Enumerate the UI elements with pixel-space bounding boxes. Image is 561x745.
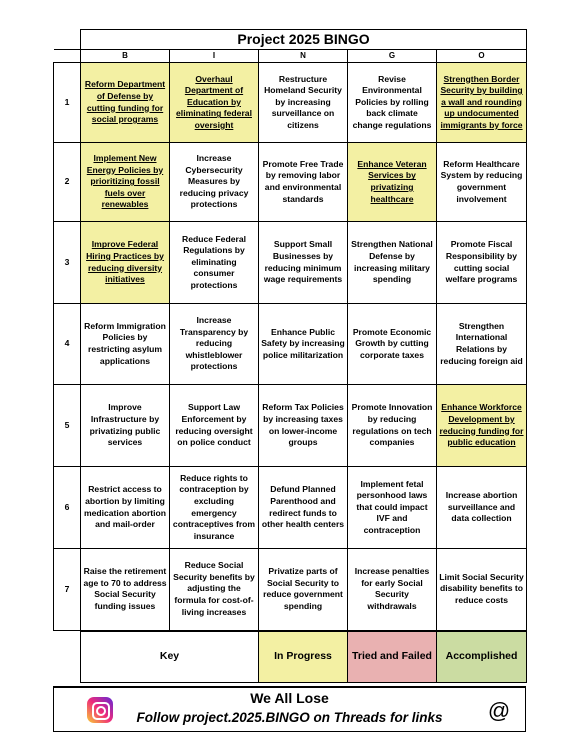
key-tried-and-failed: Tried and Failed [348,631,437,683]
threads-icon[interactable]: @ [487,698,511,723]
bingo-cell [81,304,170,385]
bingo-cell-text: Increase penalties for early Social Security withdrawals [354,566,430,611]
bingo-cell-text: Promote Fiscal Responsibility by cutting social welfare programs [445,239,518,285]
bingo-cell-text: Reform Department of Defense by cutting funding for social programs [84,79,166,125]
bingo-cell-text: Promote Economic Growth by cutting corporate taxes [352,326,432,360]
bingo-cell-text: Support Law Enforcement by reducing oversight on police conduct [175,402,253,448]
bingo-cell-text: Enhance Veteran Services by privatizing healthcare [357,158,427,204]
bingo-cell [170,549,259,631]
bingo-cell [81,467,170,549]
bingo-cell [81,143,170,222]
bingo-cell [81,549,170,631]
bingo-cell-text: Increase abortion surveillance and data collection [445,490,518,524]
bingo-title: Project 2025 BINGO [81,30,527,50]
bingo-cell [259,467,348,549]
bingo-cell [348,385,437,467]
row-label: 4 [54,304,81,385]
bingo-cell-text: Improve Federal Hiring Practices by reducing diversity initiatives [86,239,164,285]
key-accomplished: Accomplished [437,631,527,683]
bingo-cell-text: Privatize parts of Social Security to reduce government spending [263,566,343,611]
bingo-cell-text: Increase Transparency by reducing whistleblower protections [179,315,249,372]
row-label: 2 [54,143,81,222]
bingo-cell [437,549,527,631]
key-in-progress: In Progress [259,631,348,683]
header-corner [54,50,81,63]
bingo-cell-text: Enhance Public Safety by increasing police militarization [261,326,345,360]
bingo-row [54,549,527,631]
bingo-row [54,467,527,549]
bingo-cell-text: Strengthen National Defense by increasing military spending [351,239,433,285]
bingo-cell-text: Reduce rights to contraception by excluding emergency contraceptives from insurance [172,472,256,541]
column-header-o: O [437,50,527,63]
bingo-cell [81,222,170,304]
bingo-cell [259,385,348,467]
bingo-row [54,385,527,467]
bingo-cell [348,143,437,222]
column-header-g: G [348,50,437,63]
bingo-cell-text: Restrict access to abortion by limiting medication abortion and mail-order [83,484,167,530]
bingo-cell-text: Reform Immigration Policies by restricting asylum applications [84,320,166,366]
bingo-cell [437,143,527,222]
bingo-cell [170,63,259,143]
bingo-cell-text: Support Small Businesses by reducing minimum wage requirements [263,239,343,285]
bingo-cell-text: Enhance Workforce Development by reducing funding for public education [439,402,524,448]
bingo-cell [259,63,348,143]
bingo-cell [348,549,437,631]
bingo-cell-text: Revise Environmental Policies by rolling back climate change regulations [352,73,432,130]
footer [53,686,526,732]
bingo-cell [437,304,527,385]
bingo-cell-text: Implement fetal personhood laws that could impact IVF and contraception [356,478,428,535]
bingo-cell [170,143,259,222]
bingo-cell [437,63,527,143]
row-label: 1 [54,63,81,143]
bingo-cell-text: Improve Infrastructure by privatizing public services [89,402,161,448]
bingo-cell-text: Limit Social Security disability benefits to reduce costs [439,571,524,606]
bingo-cell-text: Increase Cybersecurity Measures by reducing privacy protections [179,153,249,210]
slogan: We All Lose [250,690,329,706]
bingo-cell [437,222,527,304]
bingo-cell [81,63,170,143]
bingo-cell [348,304,437,385]
bingo-cell [259,304,348,385]
bingo-cell-text: Strengthen Border Security by building a wall and rounding up undocumented immigrants by force [440,73,523,130]
follow-text: Follow project.2025.BINGO on Threads for links [136,710,443,725]
bingo-cell [170,222,259,304]
bingo-cell [259,549,348,631]
bingo-cell-text: Strengthen International Relations by reducing foreign aid [440,320,523,366]
bingo-cell [170,304,259,385]
bingo-cell [348,63,437,143]
bingo-cell [437,385,527,467]
key-corner [54,631,81,683]
bingo-row [54,304,527,385]
column-header-n: N [259,50,348,63]
column-header-i: I [170,50,259,63]
corner-cell [54,30,81,50]
column-header-b: B [81,50,170,63]
bingo-cell [259,222,348,304]
bingo-row [54,143,527,222]
bingo-cell-text: Defund Planned Parenthood and redirect funds to other health centers [261,484,345,530]
bingo-row [54,63,527,143]
bingo-cell-text: Promote Free Trade by removing labor and environmental standards [262,158,344,204]
row-label: 3 [54,222,81,304]
bingo-cell [170,467,259,549]
bingo-row [54,222,527,304]
bingo-cell [437,467,527,549]
bingo-cell-text: Promote Innovation by reducing regulations on tech companies [351,402,433,448]
bingo-cell-text: Implement New Energy Policies by prioritizing fossil fuels over renewables [86,153,164,210]
bingo-sheet [53,29,526,730]
bingo-cell-text: Raise the retirement age to 70 to address Social Security funding issues [83,566,167,611]
bingo-cell-text: Reduce Social Security benefits by adjusting the formula for cost-of-living increases [173,560,255,617]
bingo-cell-text: Reform Tax Policies by increasing taxes on lower-income groups [262,402,344,448]
bingo-cell [170,385,259,467]
row-label: 7 [54,549,81,631]
bingo-cell [348,467,437,549]
bingo-cell [259,143,348,222]
bingo-cell [348,222,437,304]
bingo-cell-text: Reduce Federal Regulations by eliminating consumer protections [182,233,246,290]
key-label: Key [81,631,259,683]
key-row [54,631,527,683]
row-label: 6 [54,467,81,549]
bingo-cell [81,385,170,467]
bingo-table [53,29,527,683]
row-label: 5 [54,385,81,467]
bingo-cell-text: Restructure Homeland Security by increasing surveillance on citizens [264,73,342,130]
bingo-cell-text: Reform Healthcare System by reducing government involvement [440,158,523,204]
bingo-cell-text: Overhaul Department of Education by eliminating federal oversight [176,73,252,130]
